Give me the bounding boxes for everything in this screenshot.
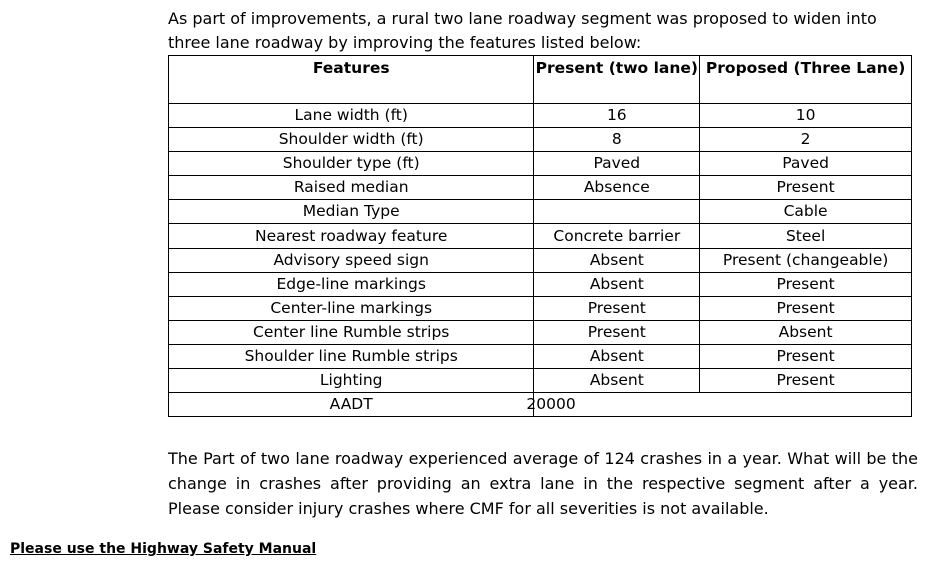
present-cell: 8	[534, 128, 700, 152]
present-cell: Absent	[534, 248, 700, 272]
proposed-cell: Absent	[700, 320, 912, 344]
header-present: Present (two lane)	[534, 56, 700, 104]
header-features: Features	[169, 56, 534, 104]
proposed-cell: Present	[700, 369, 912, 393]
table-row	[169, 224, 912, 248]
present-cell: Absent	[534, 272, 700, 296]
table-row	[169, 128, 912, 152]
table-row	[169, 104, 912, 128]
proposed-cell: 10	[700, 104, 912, 128]
present-cell: Paved	[534, 152, 700, 176]
feature-cell: Nearest roadway feature	[169, 224, 534, 248]
feature-cell: Shoulder type (ft)	[169, 152, 534, 176]
table-body	[169, 104, 912, 417]
proposed-cell: Steel	[700, 224, 912, 248]
feature-cell: Lane width (ft)	[169, 104, 534, 128]
proposed-cell: Present (changeable)	[700, 248, 912, 272]
present-cell: Absent	[534, 344, 700, 368]
present-cell: Present	[534, 296, 700, 320]
aadt-value-cell	[526, 393, 912, 417]
features-table	[168, 55, 912, 417]
proposed-cell: Present	[700, 344, 912, 368]
question-paragraph: The Part of two lane roadway experienced average of 124 crashes in a year. What will be the change in crashes after providing an extra lane in the respective segment after a year. Please consider injury crashes where CMF for all severities is not available.	[168, 449, 918, 518]
present-cell: Concrete barrier	[534, 224, 700, 248]
proposed-cell: Present	[700, 296, 912, 320]
table-row	[169, 320, 912, 344]
present-cell: Absent	[534, 369, 700, 393]
table-row	[169, 248, 912, 272]
proposed-cell: Cable	[700, 200, 912, 224]
aadt-value: 20000	[526, 395, 576, 414]
present-cell	[534, 200, 700, 224]
header-proposed: Proposed (Three Lane)	[700, 56, 912, 104]
feature-cell: Center line Rumble strips	[169, 320, 534, 344]
feature-cell: Raised median	[169, 176, 534, 200]
table-row	[169, 344, 912, 368]
present-cell: 16	[534, 104, 700, 128]
table-row-aadt	[169, 393, 912, 417]
table-row	[169, 272, 912, 296]
proposed-cell: 2	[700, 128, 912, 152]
present-cell: Present	[534, 320, 700, 344]
feature-cell: Center-line markings	[169, 296, 534, 320]
table-row	[169, 176, 912, 200]
feature-cell: Shoulder width (ft)	[169, 128, 534, 152]
table-row	[169, 369, 912, 393]
intro-paragraph: As part of improvements, a rural two lane roadway segment was proposed to widen into three lane roadway by improving the features listed below:	[168, 9, 877, 52]
table-row	[169, 296, 912, 320]
feature-cell: Shoulder line Rumble strips	[169, 344, 534, 368]
aadt-label: AADT	[169, 393, 534, 417]
proposed-cell: Paved	[700, 152, 912, 176]
feature-cell: Edge-line markings	[169, 272, 534, 296]
feature-cell: Lighting	[169, 369, 534, 393]
footer-note: Please use the Highway Safety Manual	[10, 541, 317, 557]
present-cell: Absence	[534, 176, 700, 200]
table-header-row	[169, 56, 912, 104]
feature-cell: Median Type	[169, 200, 534, 224]
feature-cell: Advisory speed sign	[169, 248, 534, 272]
proposed-cell: Present	[700, 176, 912, 200]
table-row	[169, 152, 912, 176]
proposed-cell: Present	[700, 272, 912, 296]
table-row	[169, 200, 912, 224]
